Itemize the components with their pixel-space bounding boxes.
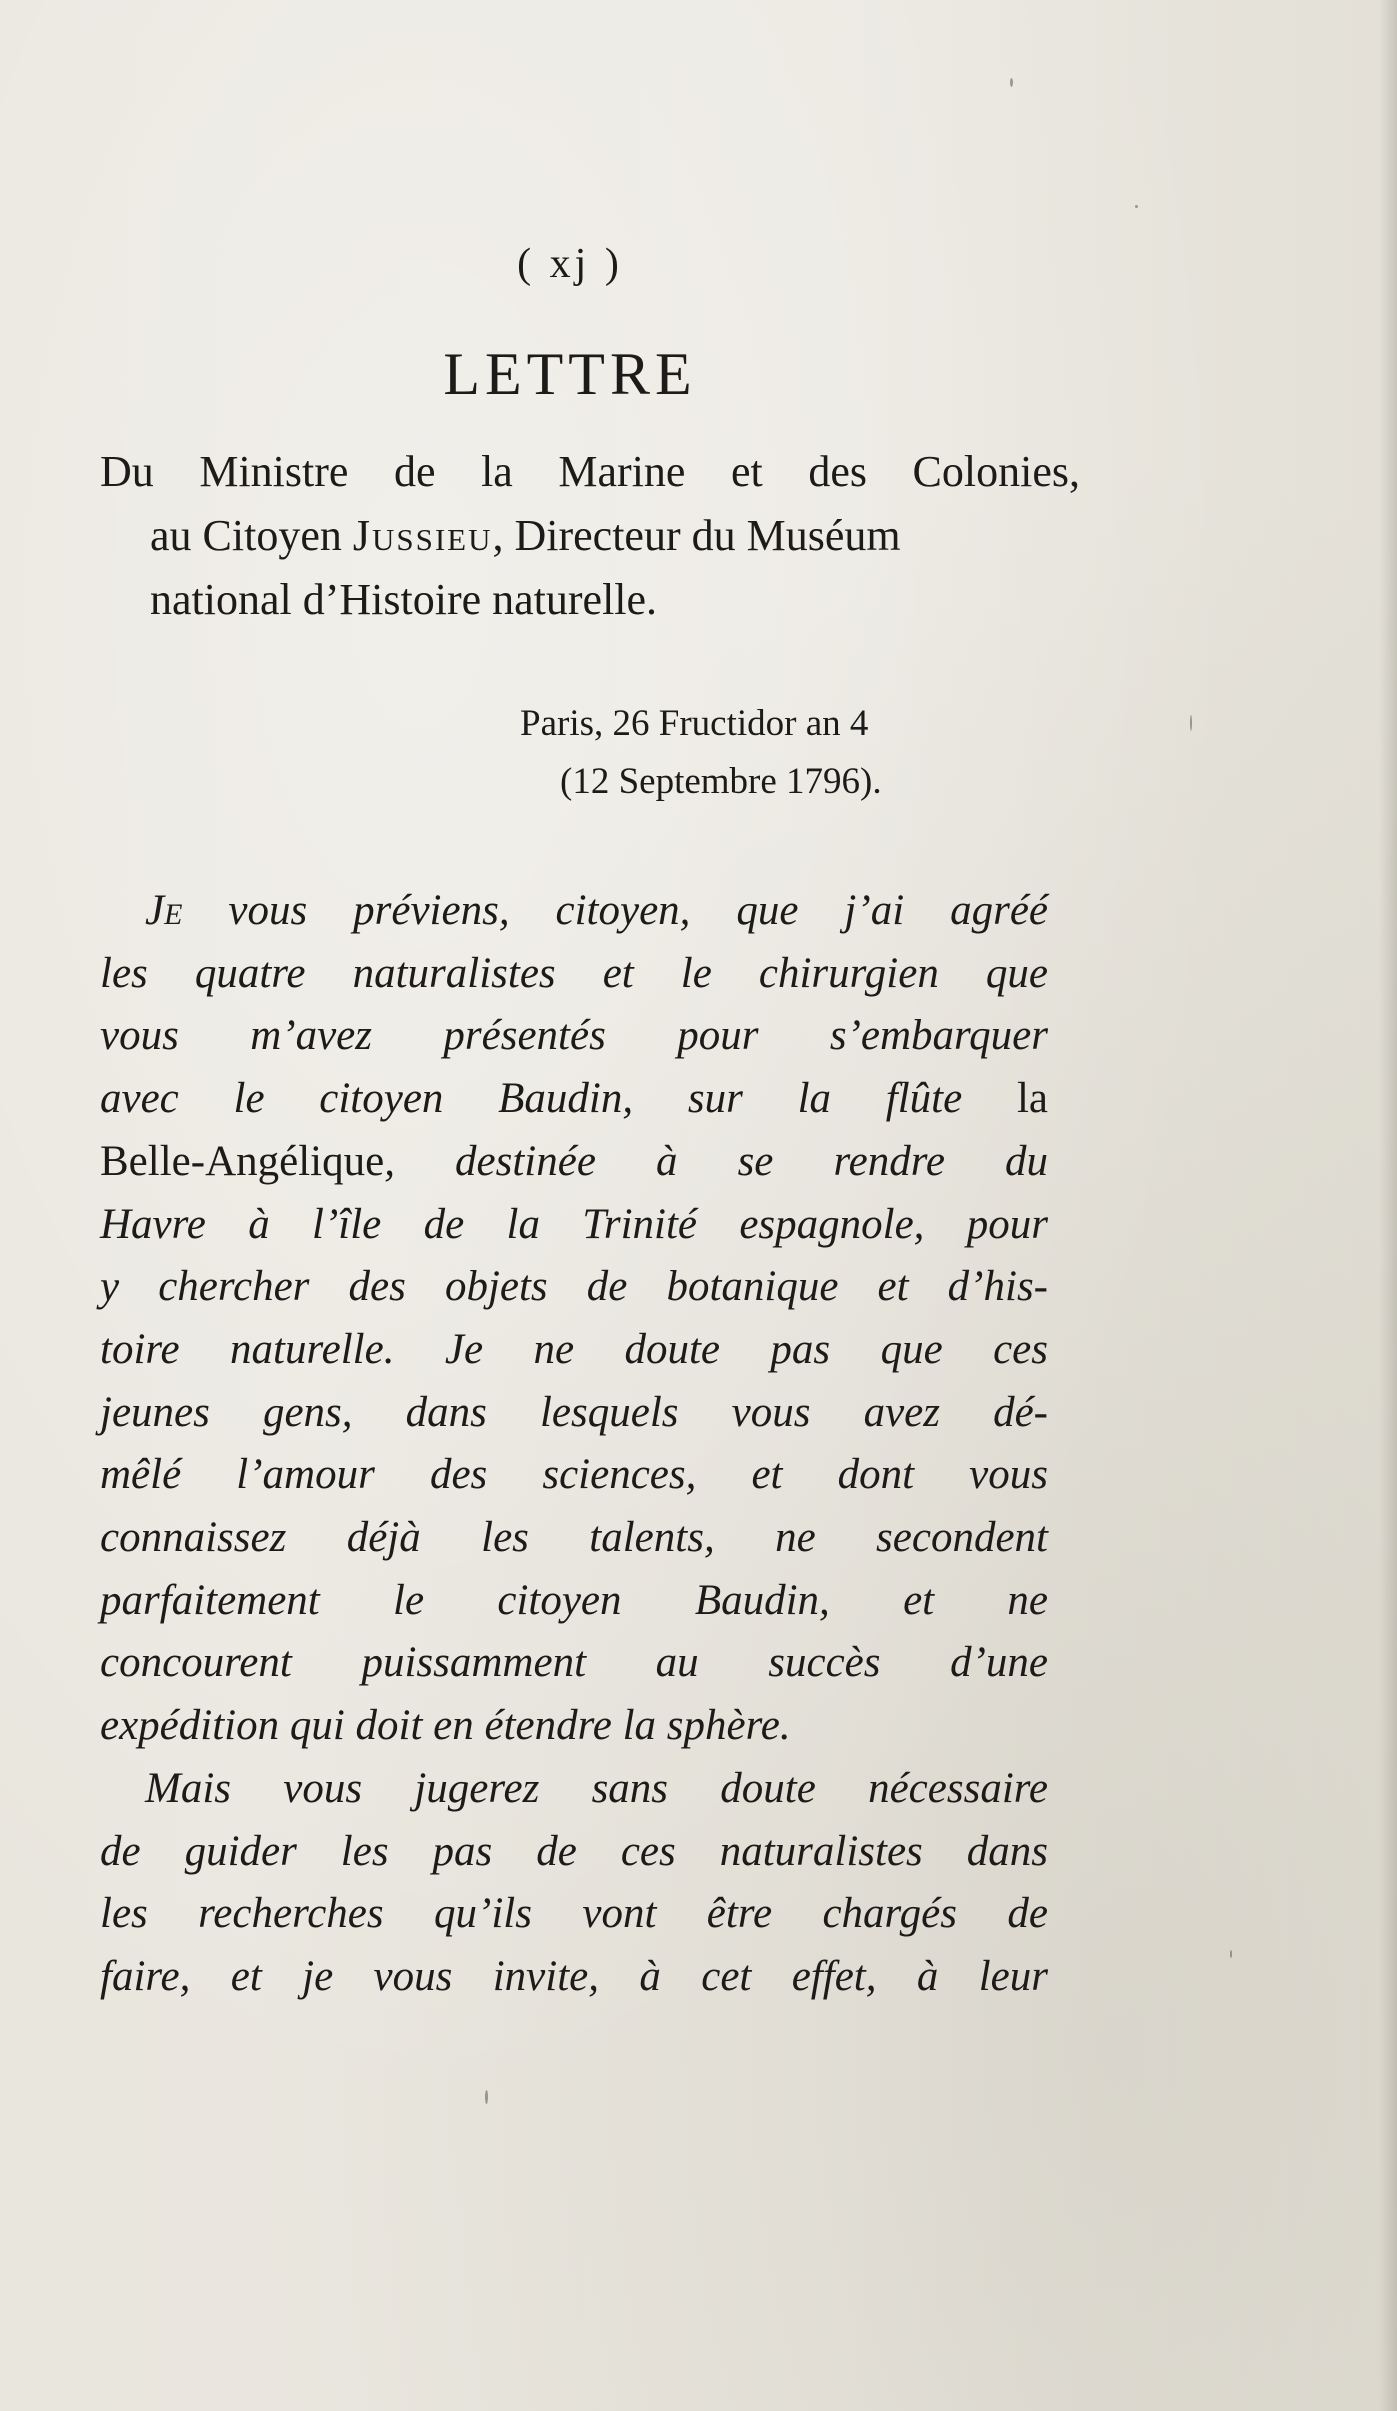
subtitle-line: national d’Histoire naturelle. bbox=[150, 575, 658, 624]
body-line: Havre à l’île de la Trinité espagnole, pour bbox=[100, 1200, 1048, 1248]
subtitle-text: , Directeur du Muséum bbox=[492, 511, 901, 560]
opening-word: Je bbox=[145, 887, 183, 934]
body-line: les recherches qu’ils vont être chargés de bbox=[100, 1890, 1048, 1938]
body-text-upright: la bbox=[1016, 1075, 1048, 1123]
body-line: parfaitement le citoyen Baudin, et ne bbox=[100, 1576, 1048, 1624]
paper-speck bbox=[485, 2090, 488, 2104]
body-text: vous préviens, citoyen, que j’ai agréé bbox=[182, 887, 1048, 934]
body-line: vous m’avez présentés pour s’embarquer bbox=[100, 1012, 1048, 1060]
paper-speck bbox=[1010, 78, 1013, 87]
body-line: y chercher des objets de botanique et d’his- bbox=[100, 1263, 1048, 1311]
body-line: jeunes gens, dans lesquels vous avez dé- bbox=[100, 1388, 1048, 1436]
dateline-gregorian-date: (12 Septembre 1796). bbox=[560, 761, 882, 802]
page-number: ( xj ) bbox=[517, 241, 623, 287]
body-line bbox=[100, 1131, 1048, 1194]
page-edge-shadow bbox=[1379, 0, 1397, 2411]
body-line: expédition qui doit en étendre la sphère. bbox=[100, 1702, 791, 1750]
ship-name: Belle-Angélique bbox=[100, 1137, 385, 1185]
paper-speck bbox=[1190, 715, 1192, 731]
paper-speck bbox=[1135, 205, 1138, 208]
body-line: toire naturelle. Je ne doute pas que ces bbox=[100, 1325, 1048, 1373]
recipient-name: Jussieu bbox=[352, 511, 493, 560]
body-line bbox=[100, 880, 1048, 943]
body-line: mêlé l’amour des sciences, et dont vous bbox=[100, 1451, 1048, 1499]
letter-body bbox=[100, 880, 1048, 2009]
subtitle-line bbox=[100, 504, 1080, 568]
letter-title: LETTRE bbox=[443, 341, 697, 407]
letter-subtitle bbox=[100, 440, 1080, 632]
body-line: connaissez déjà les talents, ne secondent bbox=[100, 1514, 1048, 1562]
body-line: concourent puissamment au succès d’une bbox=[100, 1639, 1048, 1687]
body-line: de guider les pas de ces naturalistes dans bbox=[100, 1827, 1048, 1875]
body-line: les quatre naturalistes et le chirurgien que bbox=[100, 949, 1048, 997]
body-line bbox=[100, 1068, 1048, 1131]
subtitle-text: au Citoyen bbox=[150, 511, 353, 560]
body-line: Mais vous jugerez sans doute nécessaire bbox=[145, 1764, 1048, 1812]
body-text: , destinée à se rendre du bbox=[384, 1137, 1048, 1185]
body-text: avec le citoyen Baudin, sur la flûte bbox=[100, 1075, 1017, 1123]
paper-speck bbox=[1230, 1950, 1232, 1958]
subtitle-line: Du Ministre de la Marine et des Colonies, bbox=[100, 447, 1080, 496]
letter-dateline bbox=[520, 695, 980, 811]
dateline-place-date: Paris, 26 Fructidor an 4 bbox=[520, 703, 869, 744]
body-line: faire, et je vous invite, à cet effet, à leur bbox=[100, 1952, 1048, 2000]
